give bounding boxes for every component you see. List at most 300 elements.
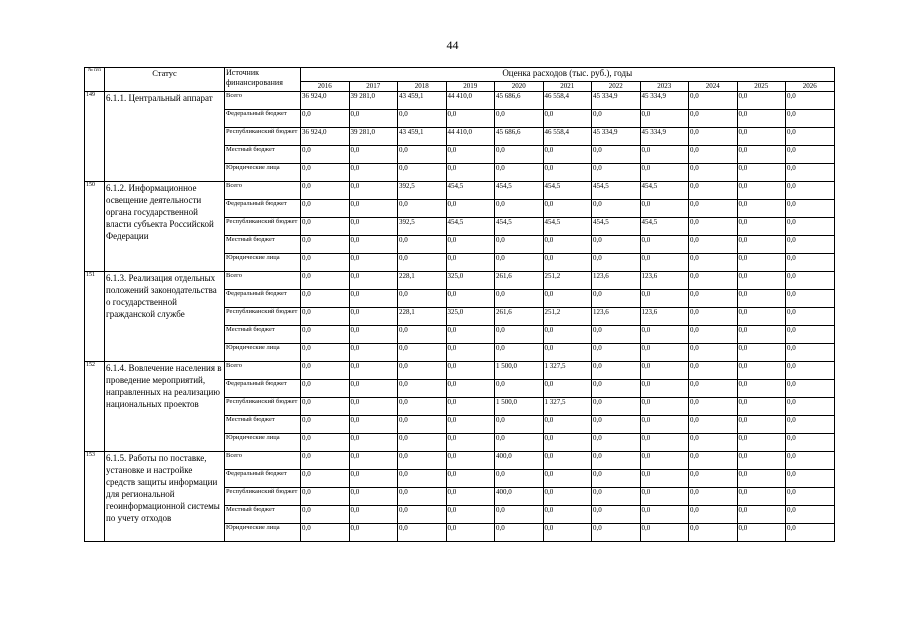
expense-value: 0,0: [786, 380, 835, 398]
funding-source: Федеральный бюджет: [225, 290, 301, 308]
row-status: 6.1.5. Работы по поставке, установке и настройке средств защиты информации для региональной геоинформационной системы по учету отходов: [105, 452, 225, 542]
expense-value: 0,0: [689, 506, 738, 524]
expense-value: 228,1: [398, 308, 447, 326]
table-row: [85, 182, 835, 200]
expense-value: 0,0: [786, 470, 835, 488]
expense-value: 0,0: [689, 146, 738, 164]
expense-value: 0,0: [689, 362, 738, 380]
expense-value: 0,0: [301, 218, 350, 236]
header-status: Статус: [105, 68, 225, 92]
expense-value: 0,0: [737, 182, 786, 200]
expense-value: 0,0: [689, 416, 738, 434]
expense-value: 0,0: [737, 470, 786, 488]
row-status: 6.1.3. Реализация отдельных положений законодательства о государственной гражданской службе: [105, 272, 225, 362]
expense-value: 0,0: [786, 92, 835, 110]
header-number: № п/п: [85, 68, 105, 92]
row-status: 6.1.4. Вовлечение населения в проведение мероприятий, направленных на реализацию национальных проектов: [105, 362, 225, 452]
expense-value: 0,0: [786, 362, 835, 380]
expense-value: 454,5: [495, 182, 544, 200]
funding-source: Федеральный бюджет: [225, 200, 301, 218]
expense-value: 0,0: [786, 272, 835, 290]
expense-value: 0,0: [786, 344, 835, 362]
expense-value: 0,0: [446, 434, 495, 452]
expense-value: 454,5: [446, 218, 495, 236]
expense-value: 0,0: [301, 110, 350, 128]
expense-value: 0,0: [301, 470, 350, 488]
expense-value: 0,0: [446, 110, 495, 128]
expense-value: 0,0: [446, 524, 495, 542]
expense-value: 0,0: [446, 416, 495, 434]
expense-value: 0,0: [786, 146, 835, 164]
expense-value: 123,6: [592, 308, 641, 326]
expense-value: 0,0: [495, 290, 544, 308]
expense-value: 123,6: [592, 272, 641, 290]
expense-value: 0,0: [786, 308, 835, 326]
expense-value: 0,0: [786, 164, 835, 182]
expense-value: 0,0: [301, 308, 350, 326]
expense-value: 0,0: [446, 254, 495, 272]
funding-source: Юридические лица: [225, 164, 301, 182]
expense-value: 454,5: [592, 218, 641, 236]
expense-value: 0,0: [689, 182, 738, 200]
expense-value: 0,0: [737, 308, 786, 326]
expense-value: 0,0: [349, 398, 398, 416]
expense-value: 0,0: [737, 254, 786, 272]
expense-value: 0,0: [398, 326, 447, 344]
expense-value: 0,0: [689, 308, 738, 326]
expense-value: 0,0: [737, 488, 786, 506]
expense-value: 0,0: [786, 128, 835, 146]
expense-value: 1 500,0: [495, 362, 544, 380]
expense-value: 454,5: [640, 218, 689, 236]
expense-value: 0,0: [301, 434, 350, 452]
header-year: 2021: [543, 82, 592, 92]
expense-value: 0,0: [349, 380, 398, 398]
expense-value: 0,0: [543, 326, 592, 344]
expense-value: 0,0: [398, 236, 447, 254]
expense-value: 0,0: [398, 506, 447, 524]
expense-value: 0,0: [301, 416, 350, 434]
funding-source: Федеральный бюджет: [225, 470, 301, 488]
expense-value: 0,0: [495, 164, 544, 182]
row-status: 6.1.1. Центральный аппарат: [105, 92, 225, 182]
expense-value: 0,0: [786, 182, 835, 200]
expense-value: 0,0: [737, 110, 786, 128]
expense-value: 0,0: [592, 416, 641, 434]
expense-value: 0,0: [349, 470, 398, 488]
header-year: 2017: [349, 82, 398, 92]
expense-value: 0,0: [301, 488, 350, 506]
funding-source: Местный бюджет: [225, 236, 301, 254]
funding-source: Федеральный бюджет: [225, 380, 301, 398]
expense-value: 0,0: [786, 398, 835, 416]
expense-value: 454,5: [446, 182, 495, 200]
expense-value: 0,0: [640, 506, 689, 524]
expense-value: 0,0: [786, 416, 835, 434]
table-row: [85, 362, 835, 380]
expense-value: 454,5: [543, 182, 592, 200]
expense-value: 0,0: [786, 506, 835, 524]
expense-value: 123,6: [640, 272, 689, 290]
expense-value: 0,0: [592, 488, 641, 506]
expense-value: 0,0: [737, 434, 786, 452]
expense-value: 0,0: [398, 434, 447, 452]
funding-source: Всего: [225, 92, 301, 110]
expense-value: 0,0: [689, 398, 738, 416]
expense-value: 0,0: [737, 272, 786, 290]
expense-value: 0,0: [689, 434, 738, 452]
expense-value: 392,5: [398, 218, 447, 236]
expense-value: 0,0: [349, 146, 398, 164]
expense-value: 0,0: [301, 182, 350, 200]
expense-value: 0,0: [640, 326, 689, 344]
expense-value: 0,0: [786, 290, 835, 308]
expense-value: 0,0: [543, 524, 592, 542]
header-source: Источник финансирования: [225, 68, 301, 92]
expense-value: 454,5: [495, 218, 544, 236]
expense-value: 0,0: [495, 146, 544, 164]
expense-value: 0,0: [786, 488, 835, 506]
funding-source: Республиканский бюджет: [225, 128, 301, 146]
expense-value: 0,0: [446, 146, 495, 164]
expense-value: 0,0: [737, 524, 786, 542]
table-row: [85, 452, 835, 470]
expense-value: 0,0: [349, 272, 398, 290]
expense-value: 0,0: [737, 380, 786, 398]
expense-value: 0,0: [349, 218, 398, 236]
expense-value: 0,0: [640, 434, 689, 452]
expense-value: 0,0: [689, 380, 738, 398]
expense-value: 261,6: [495, 272, 544, 290]
expense-value: 454,5: [592, 182, 641, 200]
expense-value: 0,0: [495, 434, 544, 452]
expense-value: 0,0: [689, 218, 738, 236]
funding-source: Всего: [225, 272, 301, 290]
funding-source: Всего: [225, 182, 301, 200]
expense-value: 0,0: [689, 236, 738, 254]
expense-value: 0,0: [495, 236, 544, 254]
expense-value: 36 924,0: [301, 128, 350, 146]
expense-value: 0,0: [349, 416, 398, 434]
expense-value: 45 686,6: [495, 92, 544, 110]
row-number: 152: [85, 362, 105, 452]
expense-value: 0,0: [495, 110, 544, 128]
expense-value: 0,0: [543, 416, 592, 434]
expense-value: 0,0: [446, 452, 495, 470]
header-year: 2018: [398, 82, 447, 92]
expense-value: 0,0: [592, 164, 641, 182]
expense-value: 0,0: [543, 470, 592, 488]
expense-value: 0,0: [786, 524, 835, 542]
expense-value: 0,0: [446, 380, 495, 398]
expense-value: 0,0: [398, 200, 447, 218]
expense-value: 43 459,1: [398, 92, 447, 110]
expense-value: 0,0: [737, 164, 786, 182]
expense-value: 325,0: [446, 308, 495, 326]
expense-value: 0,0: [398, 164, 447, 182]
expense-value: 0,0: [349, 488, 398, 506]
expense-value: 0,0: [349, 182, 398, 200]
expense-value: 0,0: [398, 254, 447, 272]
expense-value: 0,0: [689, 470, 738, 488]
expense-value: 0,0: [301, 524, 350, 542]
table-body: [85, 92, 835, 542]
expense-value: 0,0: [543, 434, 592, 452]
expense-value: 0,0: [495, 254, 544, 272]
expense-value: 0,0: [398, 452, 447, 470]
expense-value: 0,0: [349, 254, 398, 272]
funding-source: Юридические лица: [225, 254, 301, 272]
expense-value: 0,0: [689, 128, 738, 146]
funding-source: Юридические лица: [225, 344, 301, 362]
expense-value: 0,0: [689, 452, 738, 470]
expense-value: 0,0: [349, 236, 398, 254]
expense-value: 0,0: [301, 506, 350, 524]
expense-value: 0,0: [301, 254, 350, 272]
expense-value: 0,0: [543, 146, 592, 164]
expense-value: 0,0: [495, 326, 544, 344]
expense-value: 0,0: [786, 452, 835, 470]
expense-value: 0,0: [495, 200, 544, 218]
expense-value: 45 334,9: [640, 128, 689, 146]
expense-value: 0,0: [398, 344, 447, 362]
expense-value: 0,0: [737, 92, 786, 110]
expense-value: 0,0: [446, 164, 495, 182]
funding-source: Юридические лица: [225, 434, 301, 452]
expense-value: 0,0: [349, 326, 398, 344]
expense-value: 0,0: [349, 164, 398, 182]
expense-value: 0,0: [640, 452, 689, 470]
expense-value: 0,0: [737, 236, 786, 254]
expense-value: 0,0: [301, 326, 350, 344]
expense-value: 0,0: [640, 398, 689, 416]
expense-value: 0,0: [592, 398, 641, 416]
header-year: 2024: [689, 82, 738, 92]
expense-value: 0,0: [737, 128, 786, 146]
expense-value: 0,0: [349, 110, 398, 128]
expense-value: 0,0: [543, 236, 592, 254]
funding-source: Местный бюджет: [225, 506, 301, 524]
expense-value: 0,0: [737, 416, 786, 434]
expense-value: 0,0: [349, 290, 398, 308]
expense-value: 0,0: [786, 236, 835, 254]
expense-value: 1 327,5: [543, 362, 592, 380]
expense-value: 251,2: [543, 272, 592, 290]
expense-value: 400,0: [495, 488, 544, 506]
expense-value: 0,0: [446, 362, 495, 380]
expense-value: 0,0: [446, 236, 495, 254]
expense-value: 0,0: [398, 470, 447, 488]
expense-value: 0,0: [349, 452, 398, 470]
expense-value: 0,0: [737, 290, 786, 308]
expense-value: 0,0: [592, 290, 641, 308]
expense-value: 0,0: [398, 146, 447, 164]
funding-source: Местный бюджет: [225, 416, 301, 434]
expenditure-table: [84, 67, 835, 542]
expense-value: 44 410,0: [446, 128, 495, 146]
header-year: 2022: [592, 82, 641, 92]
expense-value: 0,0: [349, 344, 398, 362]
expense-value: 228,1: [398, 272, 447, 290]
expense-value: 0,0: [495, 524, 544, 542]
expense-value: 0,0: [592, 236, 641, 254]
header-year: 2016: [301, 82, 350, 92]
expense-value: 0,0: [301, 290, 350, 308]
expense-value: 0,0: [640, 344, 689, 362]
expense-value: 0,0: [349, 362, 398, 380]
expense-value: 0,0: [592, 254, 641, 272]
table-header: [85, 68, 835, 92]
expense-value: 0,0: [301, 398, 350, 416]
expense-value: 0,0: [689, 200, 738, 218]
expense-value: 123,6: [640, 308, 689, 326]
expense-value: 0,0: [592, 524, 641, 542]
expense-value: 0,0: [786, 110, 835, 128]
expense-value: 0,0: [640, 470, 689, 488]
expense-value: 45 334,9: [592, 92, 641, 110]
expense-value: 0,0: [737, 326, 786, 344]
expense-value: 0,0: [592, 326, 641, 344]
expense-value: 0,0: [737, 200, 786, 218]
expense-value: 0,0: [689, 524, 738, 542]
expense-value: 0,0: [640, 524, 689, 542]
expense-value: 0,0: [495, 416, 544, 434]
expense-value: 0,0: [737, 452, 786, 470]
expense-value: 0,0: [640, 164, 689, 182]
expense-value: 39 281,0: [349, 128, 398, 146]
table-row: [85, 272, 835, 290]
expense-value: 0,0: [301, 344, 350, 362]
expense-value: 0,0: [689, 164, 738, 182]
expense-value: 0,0: [737, 398, 786, 416]
expense-value: 0,0: [640, 146, 689, 164]
expense-value: 0,0: [592, 434, 641, 452]
header-year: 2025: [737, 82, 786, 92]
expense-value: 0,0: [446, 200, 495, 218]
expense-value: 0,0: [786, 326, 835, 344]
expense-value: 0,0: [301, 452, 350, 470]
header-year: 2019: [446, 82, 495, 92]
expense-value: 0,0: [737, 362, 786, 380]
expense-value: 0,0: [495, 506, 544, 524]
funding-source: Всего: [225, 362, 301, 380]
expense-value: 0,0: [398, 362, 447, 380]
funding-source: Республиканский бюджет: [225, 488, 301, 506]
expense-value: 0,0: [689, 272, 738, 290]
expense-value: 45 334,9: [640, 92, 689, 110]
header-year: 2020: [495, 82, 544, 92]
expense-value: 0,0: [592, 452, 641, 470]
expense-value: 0,0: [301, 272, 350, 290]
expense-value: 0,0: [640, 236, 689, 254]
expense-value: 0,0: [689, 326, 738, 344]
expense-value: 0,0: [640, 110, 689, 128]
expense-value: 251,2: [543, 308, 592, 326]
table-row: [85, 92, 835, 110]
expense-value: 0,0: [446, 506, 495, 524]
header-year: 2026: [786, 82, 835, 92]
expense-value: 0,0: [446, 290, 495, 308]
expense-value: 0,0: [786, 254, 835, 272]
funding-source: Республиканский бюджет: [225, 308, 301, 326]
expense-value: 0,0: [301, 200, 350, 218]
expense-value: 325,0: [446, 272, 495, 290]
page-number: 44: [446, 38, 459, 52]
header-year: 2023: [640, 82, 689, 92]
expense-value: 0,0: [592, 344, 641, 362]
expense-value: 0,0: [640, 200, 689, 218]
expense-value: 1 500,0: [495, 398, 544, 416]
expense-value: 0,0: [786, 200, 835, 218]
expense-value: 0,0: [640, 380, 689, 398]
expense-value: 0,0: [543, 164, 592, 182]
expense-value: 392,5: [398, 182, 447, 200]
expense-value: 0,0: [543, 488, 592, 506]
expense-value: 0,0: [301, 146, 350, 164]
expense-value: 0,0: [398, 524, 447, 542]
expense-value: 0,0: [301, 380, 350, 398]
expense-value: 46 558,4: [543, 92, 592, 110]
expense-value: 0,0: [592, 380, 641, 398]
expense-value: 0,0: [301, 236, 350, 254]
row-status: 6.1.2. Информационное освещение деятельности органа государственной власти субъекта Российской Федерации: [105, 182, 225, 272]
expense-value: 0,0: [689, 254, 738, 272]
expense-value: 0,0: [349, 308, 398, 326]
expense-value: 0,0: [543, 200, 592, 218]
expense-value: 0,0: [543, 110, 592, 128]
expense-value: 454,5: [640, 182, 689, 200]
expense-value: 46 558,4: [543, 128, 592, 146]
expense-value: 0,0: [349, 524, 398, 542]
row-number: 151: [85, 272, 105, 362]
expense-value: 0,0: [446, 344, 495, 362]
expense-value: 0,0: [349, 506, 398, 524]
expense-value: 0,0: [592, 110, 641, 128]
expense-value: 0,0: [495, 344, 544, 362]
expense-value: 0,0: [446, 488, 495, 506]
expense-value: 0,0: [349, 434, 398, 452]
expense-value: 0,0: [543, 254, 592, 272]
expense-value: 0,0: [398, 488, 447, 506]
expense-value: 0,0: [786, 434, 835, 452]
expense-value: 0,0: [689, 344, 738, 362]
expense-value: 0,0: [689, 488, 738, 506]
expense-value: 0,0: [543, 344, 592, 362]
expense-value: 44 410,0: [446, 92, 495, 110]
expense-value: 0,0: [301, 164, 350, 182]
funding-source: Республиканский бюджет: [225, 218, 301, 236]
expense-value: 0,0: [543, 506, 592, 524]
expense-value: 0,0: [640, 416, 689, 434]
expense-value: 0,0: [446, 470, 495, 488]
expense-value: 0,0: [737, 506, 786, 524]
expense-value: 0,0: [689, 92, 738, 110]
expense-value: 0,0: [640, 254, 689, 272]
expense-value: 400,0: [495, 452, 544, 470]
expense-value: 0,0: [592, 470, 641, 488]
expense-value: 0,0: [592, 146, 641, 164]
expense-value: 0,0: [398, 398, 447, 416]
expense-value: 36 924,0: [301, 92, 350, 110]
expense-value: 0,0: [592, 362, 641, 380]
expense-value: 39 281,0: [349, 92, 398, 110]
header-estimate: Оценка расходов (тыс. руб.), годы: [301, 68, 835, 82]
funding-source: Федеральный бюджет: [225, 110, 301, 128]
expense-value: 0,0: [398, 290, 447, 308]
funding-source: Республиканский бюджет: [225, 398, 301, 416]
expense-value: 0,0: [737, 146, 786, 164]
expense-value: 0,0: [398, 380, 447, 398]
